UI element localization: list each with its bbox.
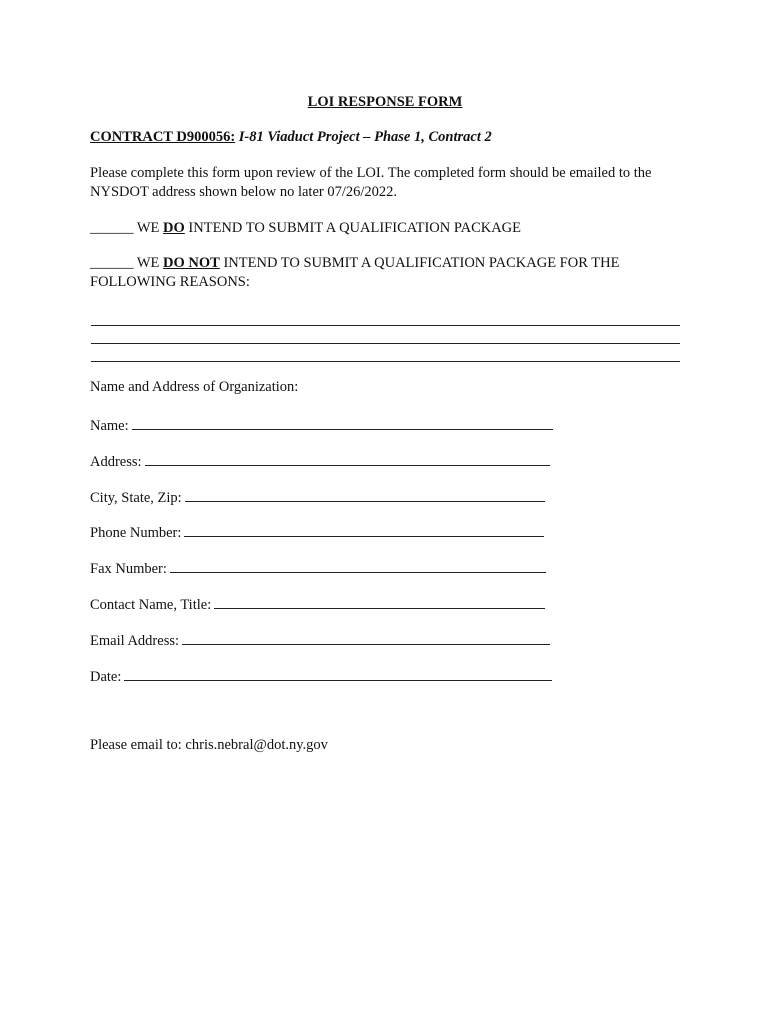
email-label: Email Address: — [90, 633, 180, 649]
option-do-not — [90, 254, 690, 292]
date-input-line[interactable] — [124, 666, 552, 681]
option-do-not-emphasis: DO NOT — [163, 255, 220, 271]
city-label: City, State, Zip: — [90, 490, 182, 506]
option-do-text: INTEND TO SUBMIT A QUALIFICATION PACKAGE — [188, 220, 522, 236]
reasons-line-3[interactable] — [91, 361, 680, 362]
name-input-line[interactable] — [132, 415, 553, 430]
city-input-line[interactable] — [185, 487, 545, 502]
option-do-not-text: INTEND TO SUBMIT A QUALIFICATION PACKAGE FOR THE FOLLOWING REASONS: — [90, 255, 620, 290]
fax-label: Fax Number: — [90, 561, 167, 577]
fax-input-line[interactable] — [170, 558, 546, 573]
reasons-line-1[interactable] — [91, 325, 680, 326]
option-do-not-blank[interactable]: ______ — [90, 255, 134, 271]
contact-label: Contact Name, Title: — [90, 597, 212, 613]
email-field — [90, 630, 550, 650]
org-heading: Name and Address of Organization: — [90, 379, 299, 395]
form-title: LOI RESPONSE FORM — [307, 94, 463, 110]
email-note: Please email to: chris.nebral@dot.ny.gov — [90, 737, 328, 753]
email-input-line[interactable] — [182, 630, 550, 645]
fax-field — [90, 558, 546, 578]
contract-project: I-81 Viaduct Project – Phase 1, Contract 2 — [238, 129, 492, 145]
phone-input-line[interactable] — [184, 522, 544, 537]
contact-input-line[interactable] — [214, 594, 545, 609]
instructions-line-1: Please complete this form upon review of the LOI. The completed form should be emailed to the — [90, 165, 652, 181]
contract-line — [90, 129, 492, 146]
name-field — [90, 415, 553, 435]
phone-field — [90, 522, 544, 542]
phone-label: Phone Number: — [90, 525, 182, 541]
name-label: Name: — [90, 418, 129, 434]
address-input-line[interactable] — [145, 451, 550, 466]
option-do-blank[interactable]: ______ — [90, 220, 134, 236]
option-do — [90, 219, 521, 238]
address-label: Address: — [90, 454, 142, 470]
instructions-line-2: NYSDOT address shown below no later 07/26/2022. — [90, 184, 398, 200]
option-do-we: WE — [136, 220, 160, 236]
city-field — [90, 487, 545, 507]
contract-label: CONTRACT D900056: — [90, 129, 236, 145]
contact-field — [90, 594, 545, 614]
instructions — [90, 164, 690, 202]
option-do-not-we: WE — [136, 255, 160, 271]
address-field — [90, 451, 550, 471]
date-field — [90, 666, 552, 686]
reasons-line-2[interactable] — [91, 343, 680, 344]
date-label: Date: — [90, 669, 122, 685]
option-do-emphasis: DO — [163, 220, 185, 236]
